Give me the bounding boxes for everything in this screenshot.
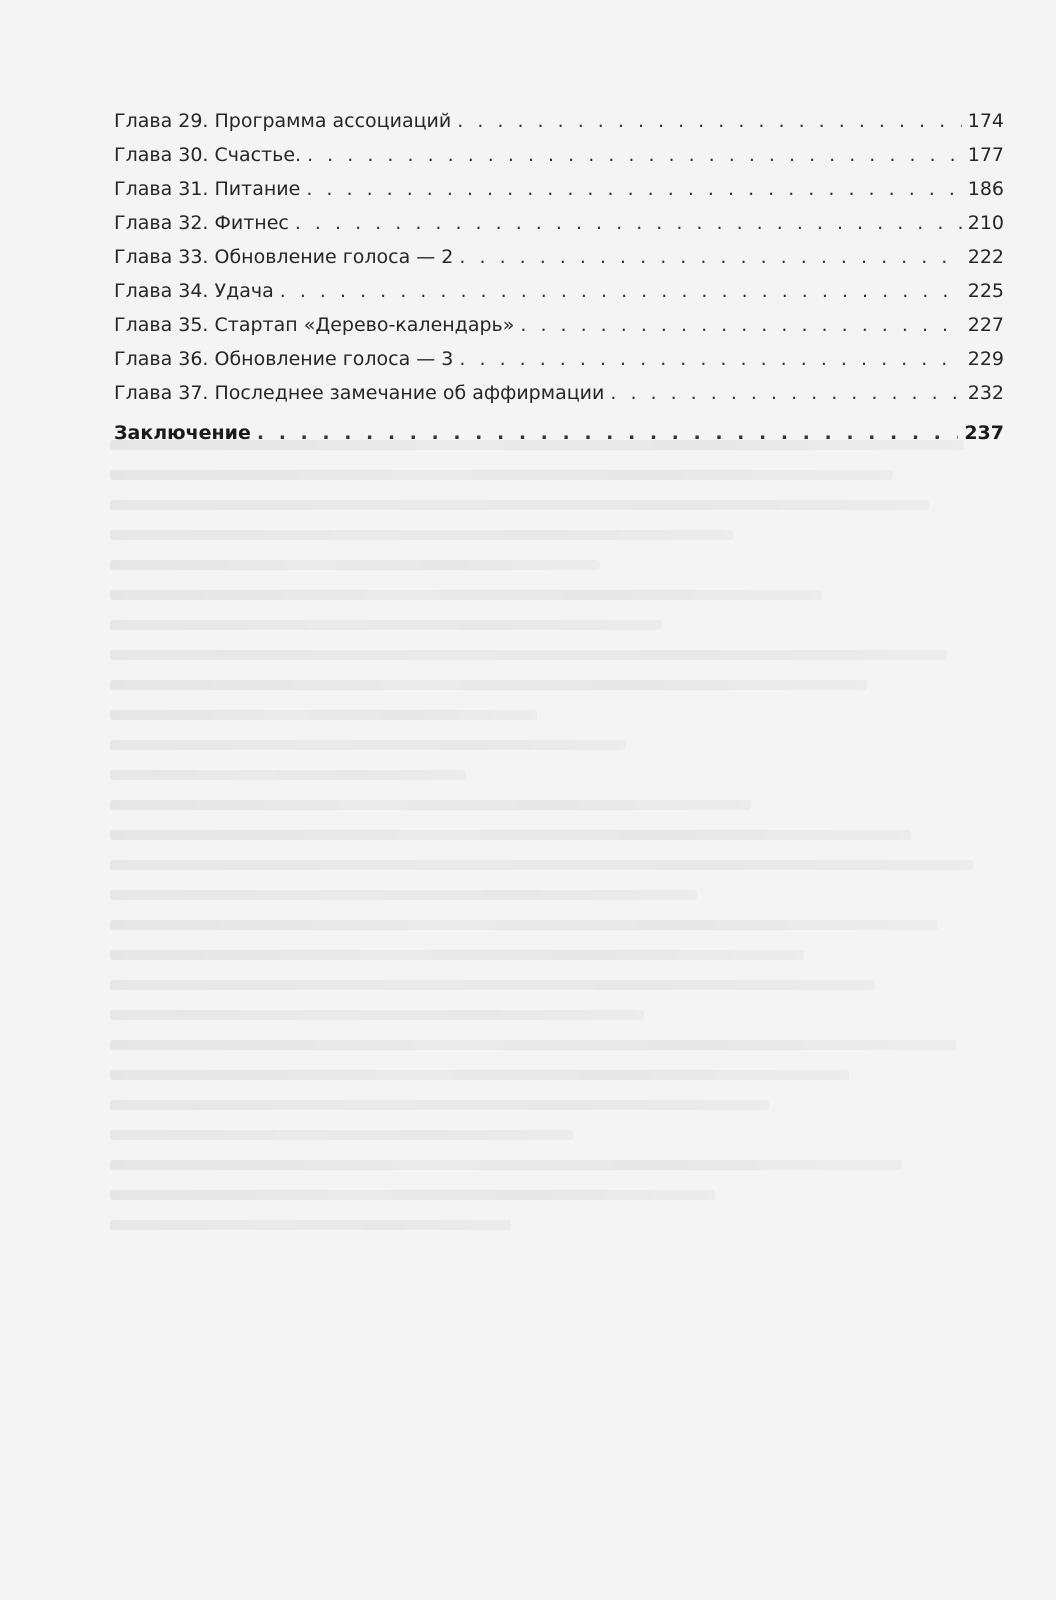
toc-entry-chapter-36	[114, 342, 1004, 376]
toc-entry-page-number: 174	[967, 110, 1004, 132]
toc-entry-chapter-30	[114, 138, 1004, 172]
toc-entry-title: Глава 36. Обновление голоса — 3	[114, 348, 454, 370]
reverse-side-bleed-through	[110, 440, 1000, 1520]
toc-entry-chapter-32	[114, 206, 1004, 240]
toc-entry-title: Глава 31. Питание	[114, 178, 301, 200]
toc-entry-page-number: 225	[967, 280, 1004, 302]
toc-entry-chapter-33	[114, 240, 1004, 274]
toc-entry-title: Глава 37. Последнее замечание об аффирмации	[114, 382, 605, 404]
dot-leader	[457, 104, 962, 138]
toc-entry-chapter-34	[114, 274, 1004, 308]
dot-leader	[307, 138, 962, 172]
dot-leader	[280, 274, 962, 308]
dot-leader	[610, 376, 961, 410]
dot-leader	[306, 172, 961, 206]
toc-entry-title: Глава 35. Стартап «Дерево-календарь»	[114, 314, 515, 336]
toc-entry-page-number: 222	[967, 246, 1004, 268]
dot-leader	[520, 308, 961, 342]
dot-leader	[295, 206, 962, 240]
toc-entry-title: Глава 29. Программа ассоциаций	[114, 110, 452, 132]
toc-entry-chapter-35	[114, 308, 1004, 342]
toc-entry-title: Глава 32. Фитнес	[114, 212, 289, 234]
toc-entry-page-number: 186	[967, 178, 1004, 200]
table-of-contents	[114, 104, 1004, 450]
toc-entry-page-number: 177	[967, 144, 1004, 166]
toc-entry-page-number: 229	[967, 348, 1004, 370]
toc-entry-title: Глава 33. Обновление голоса — 2	[114, 246, 454, 268]
toc-entry-chapter-31	[114, 172, 1004, 206]
toc-entry-page-number: 232	[967, 382, 1004, 404]
dot-leader	[459, 342, 961, 376]
toc-entry-chapter-37	[114, 376, 1004, 410]
toc-entry-page-number: 237	[964, 422, 1004, 444]
toc-entry-title: Глава 30. Счастье.	[114, 144, 302, 166]
toc-entry-page-number: 227	[967, 314, 1004, 336]
dot-leader	[459, 240, 961, 274]
toc-entry-title: Заключение	[114, 422, 251, 444]
toc-entry-chapter-29	[114, 104, 1004, 138]
toc-entry-page-number: 210	[967, 212, 1004, 234]
toc-entry-title: Глава 34. Удача	[114, 280, 274, 302]
